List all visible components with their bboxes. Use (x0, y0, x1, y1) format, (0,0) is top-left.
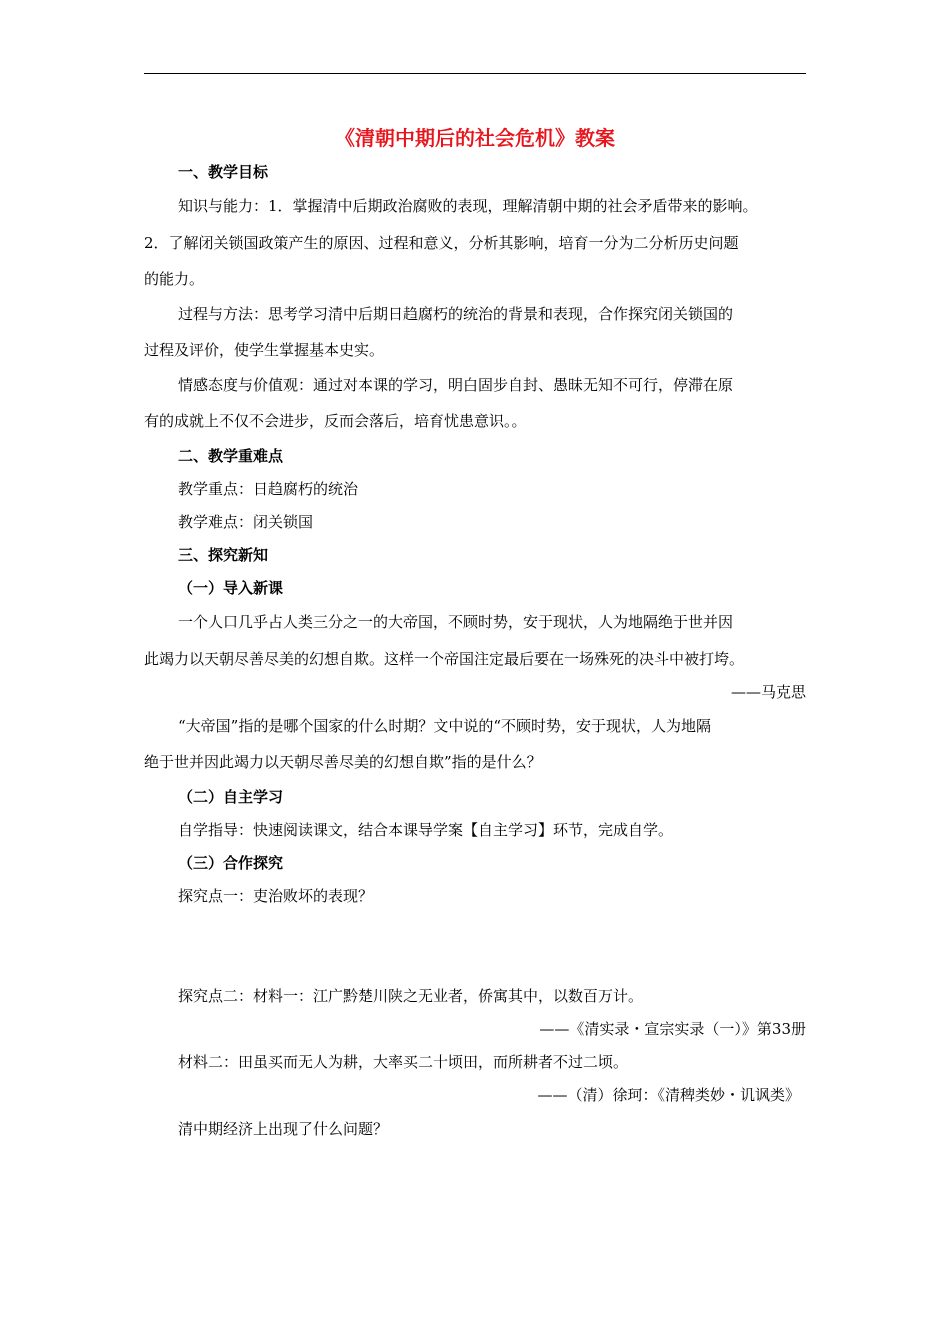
subsection-heading-intro: （一）导入新课 (178, 579, 284, 597)
intro-question-line1: “大帝国”指的是哪个国家的什么时期？文中说的“不顾时势，安于现状，人为地隔 (178, 717, 712, 735)
objectives-knowledge-line1: 知识与能力：1．掌握清中后期政治腐败的表现，理解清朝中期的社会矛盾带来的影响。 (178, 197, 758, 215)
subsection-heading-self-study: （二）自主学习 (178, 788, 284, 806)
intro-quote-line1: 一个人口几乎占人类三分之一的大帝国，不顾时势，安于现状，人为地隔绝于世并因 (178, 613, 734, 631)
header-rule (144, 73, 806, 74)
objectives-process-line1: 过程与方法：思考学习清中后期日趋腐朽的统治的背景和表现，合作探究闭关锁国的 (178, 305, 734, 323)
explore-point1: 探究点一：吏治败坏的表现？ (178, 887, 374, 905)
explore-point2-material2: 材料二：田虽买而无人为耕，大率买二十顷田，而所耕者不过二顷。 (178, 1053, 629, 1071)
objectives-emotion-line2: 有的成就上不仅不会进步，反而会落后，培育忧患意识。。 (144, 412, 527, 430)
section-heading-explore: 三、探究新知 (178, 546, 269, 564)
section-heading-key-points: 二、教学重难点 (178, 447, 284, 465)
explore-point2-material1: 探究点二：材料一：江广黔楚川陕之无业者，侨寓其中，以数百万计。 (178, 987, 644, 1005)
intro-question-line2: 绝于世并因此竭力以天朝尽善尽美的幻想自欺”指的是什么？ (144, 753, 542, 771)
difficult-point-text: 教学难点：闭关锁国 (178, 513, 314, 531)
explore-point2-source1: ——《清实录・宣宗实录（一）》第33册 (539, 1020, 806, 1038)
subsection-heading-cooperative: （三）合作探究 (178, 854, 284, 872)
objectives-emotion-line1: 情感态度与价值观：通过对本课的学习，明白固步自封、愚昧无知不可行，停滞在原 (178, 376, 734, 394)
objectives-knowledge-line2: 2．了解闭关锁国政策产生的原因、过程和意义，分析其影响，培育一分为二分析历史问题 (144, 234, 739, 252)
intro-quote-line2: 此竭力以天朝尽善尽美的幻想自欺。这样一个帝国注定最后要在一场殊死的决斗中被打垮。 (144, 650, 745, 668)
document-title: 《清朝中期后的社会危机》教案 (335, 126, 615, 150)
explore-point2-source2: ——（清）徐珂：《清稗类妙・讥讽类》 (537, 1086, 800, 1104)
section-heading-objectives: 一、教学目标 (178, 163, 269, 181)
key-point-text: 教学重点：日趋腐朽的统治 (178, 480, 359, 498)
explore-point2-question: 清中期经济上出现了什么问题？ (178, 1120, 389, 1138)
self-study-text: 自学指导：快速阅读课文，结合本课导学案【自主学习】环节，完成自学。 (178, 821, 674, 839)
objectives-process-line2: 过程及评价，使学生掌握基本史实。 (144, 341, 385, 359)
objectives-knowledge-line3: 的能力。 (144, 270, 205, 288)
intro-quote-source: ——马克思 (730, 683, 806, 701)
